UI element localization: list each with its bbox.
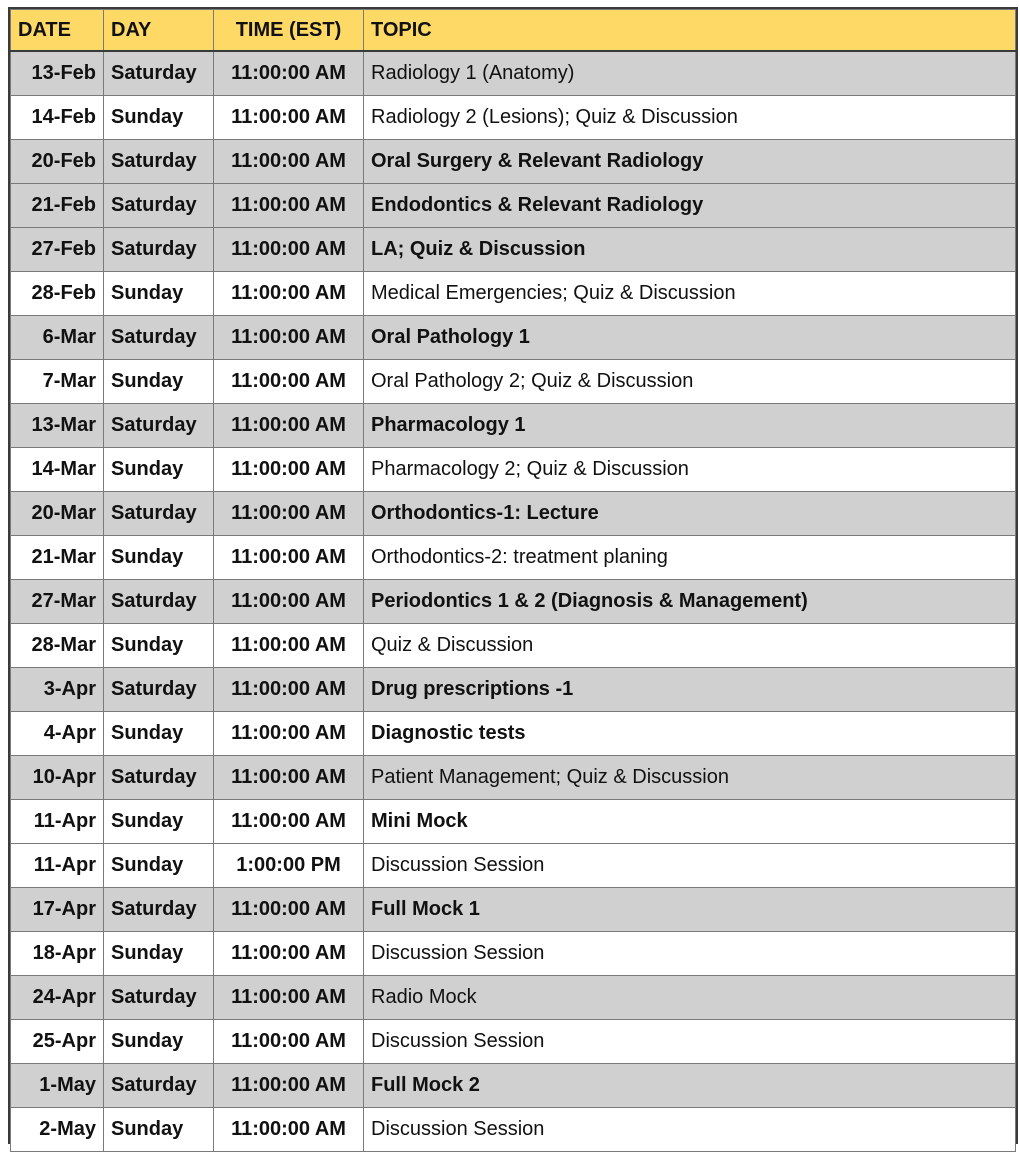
row-day: Saturday: [104, 404, 214, 448]
row-date: 11-Apr: [11, 800, 104, 844]
row-day: Sunday: [104, 932, 214, 976]
row-topic: Periodontics 1 & 2 (Diagnosis & Management): [364, 580, 1016, 624]
row-topic: Oral Pathology 1: [364, 316, 1016, 360]
row-time: 11:00:00 AM: [214, 184, 364, 228]
row-day: Sunday: [104, 448, 214, 492]
row-date: 27-Feb: [11, 228, 104, 272]
row-topic: Medical Emergencies; Quiz & Discussion: [364, 272, 1016, 316]
row-topic: Full Mock 1: [364, 888, 1016, 932]
table-row: [11, 51, 1016, 96]
row-date: 18-Apr: [11, 932, 104, 976]
row-date: 7-Mar: [11, 360, 104, 404]
row-topic: Radiology 2 (Lesions); Quiz & Discussion: [364, 96, 1016, 140]
row-date: 14-Mar: [11, 448, 104, 492]
row-day: Saturday: [104, 316, 214, 360]
row-time: 11:00:00 AM: [214, 580, 364, 624]
row-date: 10-Apr: [11, 756, 104, 800]
row-day: Saturday: [104, 756, 214, 800]
row-day: Saturday: [104, 51, 214, 96]
row-date: 27-Mar: [11, 580, 104, 624]
row-date: 11-Apr: [11, 844, 104, 888]
row-date: 28-Feb: [11, 272, 104, 316]
row-time: 11:00:00 AM: [214, 360, 364, 404]
table-row: [11, 1020, 1016, 1064]
row-day: Sunday: [104, 1108, 214, 1152]
row-topic: Discussion Session: [364, 844, 1016, 888]
table-row: [11, 536, 1016, 580]
row-topic: Mini Mock: [364, 800, 1016, 844]
schedule-sheet: [8, 7, 1018, 1144]
table-row: [11, 756, 1016, 800]
row-day: Saturday: [104, 976, 214, 1020]
row-topic: Orthodontics-1: Lecture: [364, 492, 1016, 536]
row-topic: Radiology 1 (Anatomy): [364, 51, 1016, 96]
row-time: 11:00:00 AM: [214, 96, 364, 140]
row-date: 14-Feb: [11, 96, 104, 140]
row-time: 11:00:00 AM: [214, 272, 364, 316]
table-row: [11, 96, 1016, 140]
row-date: 20-Mar: [11, 492, 104, 536]
row-time: 11:00:00 AM: [214, 1020, 364, 1064]
row-topic: Oral Surgery & Relevant Radiology: [364, 140, 1016, 184]
row-day: Saturday: [104, 888, 214, 932]
row-day: Saturday: [104, 140, 214, 184]
row-date: 17-Apr: [11, 888, 104, 932]
row-day: Saturday: [104, 492, 214, 536]
table-row: [11, 360, 1016, 404]
row-time: 11:00:00 AM: [214, 1108, 364, 1152]
row-day: Saturday: [104, 1064, 214, 1108]
table-row: [11, 624, 1016, 668]
row-date: 24-Apr: [11, 976, 104, 1020]
row-topic: Radio Mock: [364, 976, 1016, 1020]
row-day: Saturday: [104, 668, 214, 712]
table-row: [11, 140, 1016, 184]
table-row: [11, 888, 1016, 932]
row-date: 28-Mar: [11, 624, 104, 668]
row-topic: Drug prescriptions -1: [364, 668, 1016, 712]
row-time: 11:00:00 AM: [214, 976, 364, 1020]
row-day: Sunday: [104, 712, 214, 756]
table-row: [11, 668, 1016, 712]
row-time: 11:00:00 AM: [214, 448, 364, 492]
row-day: Sunday: [104, 536, 214, 580]
table-row: [11, 712, 1016, 756]
row-date: 25-Apr: [11, 1020, 104, 1064]
row-time: 11:00:00 AM: [214, 624, 364, 668]
row-time: 11:00:00 AM: [214, 932, 364, 976]
row-time: 11:00:00 AM: [214, 712, 364, 756]
row-time: 11:00:00 AM: [214, 316, 364, 360]
row-time: 11:00:00 AM: [214, 888, 364, 932]
row-date: 1-May: [11, 1064, 104, 1108]
table-row: [11, 448, 1016, 492]
table-row: [11, 800, 1016, 844]
table-row: [11, 932, 1016, 976]
row-topic: LA; Quiz & Discussion: [364, 228, 1016, 272]
row-date: 13-Feb: [11, 51, 104, 96]
table-row: [11, 228, 1016, 272]
row-time: 11:00:00 AM: [214, 536, 364, 580]
row-date: 4-Apr: [11, 712, 104, 756]
row-time: 11:00:00 AM: [214, 228, 364, 272]
schedule-table: [10, 9, 1016, 1152]
header-time: TIME (EST): [214, 10, 364, 52]
row-topic: Full Mock 2: [364, 1064, 1016, 1108]
row-topic: Pharmacology 2; Quiz & Discussion: [364, 448, 1016, 492]
table-row: [11, 580, 1016, 624]
row-day: Sunday: [104, 360, 214, 404]
header-row: [11, 10, 1016, 52]
header-day: DAY: [104, 10, 214, 52]
table-row: [11, 1064, 1016, 1108]
row-time: 11:00:00 AM: [214, 756, 364, 800]
table-row: [11, 316, 1016, 360]
row-date: 2-May: [11, 1108, 104, 1152]
row-date: 13-Mar: [11, 404, 104, 448]
row-day: Saturday: [104, 228, 214, 272]
row-topic: Patient Management; Quiz & Discussion: [364, 756, 1016, 800]
row-topic: Discussion Session: [364, 932, 1016, 976]
header-date: DATE: [11, 10, 104, 52]
row-time: 11:00:00 AM: [214, 1064, 364, 1108]
row-day: Sunday: [104, 844, 214, 888]
table-row: [11, 184, 1016, 228]
schedule-body: [11, 51, 1016, 1152]
table-row: [11, 404, 1016, 448]
table-row: [11, 976, 1016, 1020]
row-day: Saturday: [104, 184, 214, 228]
row-date: 21-Feb: [11, 184, 104, 228]
row-topic: Oral Pathology 2; Quiz & Discussion: [364, 360, 1016, 404]
row-time: 1:00:00 PM: [214, 844, 364, 888]
row-date: 20-Feb: [11, 140, 104, 184]
row-time: 11:00:00 AM: [214, 51, 364, 96]
row-topic: Orthodontics-2: treatment planing: [364, 536, 1016, 580]
row-date: 3-Apr: [11, 668, 104, 712]
row-date: 6-Mar: [11, 316, 104, 360]
table-row: [11, 272, 1016, 316]
row-day: Sunday: [104, 800, 214, 844]
row-day: Sunday: [104, 624, 214, 668]
row-time: 11:00:00 AM: [214, 668, 364, 712]
row-day: Saturday: [104, 580, 214, 624]
header-topic: TOPIC: [364, 10, 1016, 52]
row-time: 11:00:00 AM: [214, 404, 364, 448]
row-topic: Discussion Session: [364, 1108, 1016, 1152]
table-row: [11, 844, 1016, 888]
table-row: [11, 492, 1016, 536]
row-day: Sunday: [104, 96, 214, 140]
row-topic: Discussion Session: [364, 1020, 1016, 1064]
row-topic: Pharmacology 1: [364, 404, 1016, 448]
row-day: Sunday: [104, 1020, 214, 1064]
row-time: 11:00:00 AM: [214, 140, 364, 184]
row-time: 11:00:00 AM: [214, 800, 364, 844]
row-topic: Quiz & Discussion: [364, 624, 1016, 668]
row-date: 21-Mar: [11, 536, 104, 580]
row-topic: Diagnostic tests: [364, 712, 1016, 756]
row-topic: Endodontics & Relevant Radiology: [364, 184, 1016, 228]
table-row: [11, 1108, 1016, 1152]
row-day: Sunday: [104, 272, 214, 316]
row-time: 11:00:00 AM: [214, 492, 364, 536]
